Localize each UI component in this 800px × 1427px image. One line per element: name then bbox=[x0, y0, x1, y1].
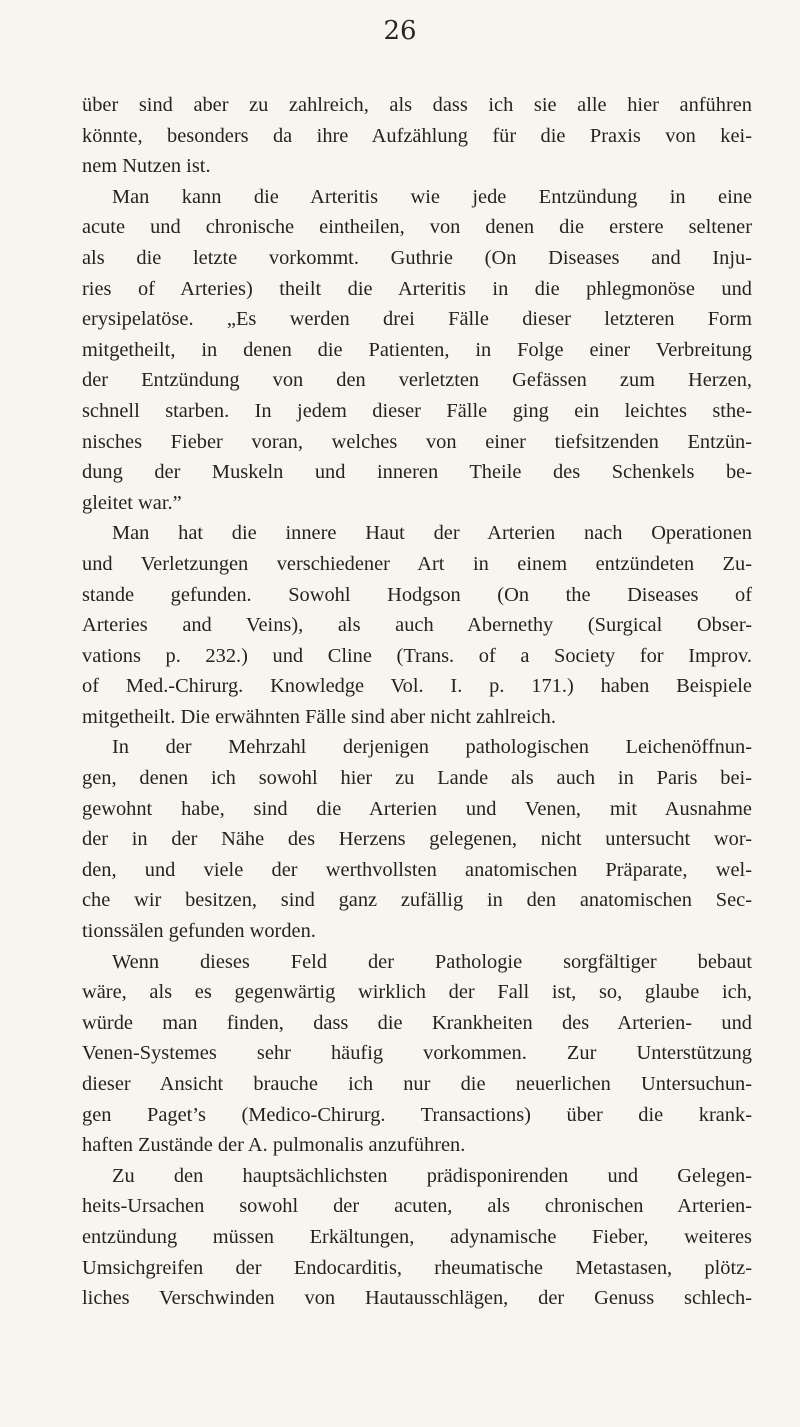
text-line: dieser Ansicht brauche ich nur die neuerlichen Untersuchun- bbox=[82, 1073, 752, 1095]
text-line: erysipelatöse. „Es werden drei Fälle dieser letzteren Form bbox=[82, 308, 752, 331]
text-line: wäre, als es gegenwärtig wirklich der Fall ist, so, glaube ich, bbox=[82, 981, 752, 1004]
text-line: und Verletzungen verschiedener Art in einem entzündeten Zu- bbox=[82, 552, 752, 575]
text-line: Man hat die innere Haut der Arterien nach Operationen bbox=[112, 522, 752, 545]
text-line: liches Verschwinden von Hautausschlägen, der Genuss schlech- bbox=[82, 1287, 752, 1310]
text-line: Wenn dieses Feld der Pathologie sorgfältiger bebaut bbox=[112, 950, 752, 973]
text-line: schnell starben. In jedem dieser Fälle ging ein leichtes sthe- bbox=[82, 399, 752, 422]
text-line: ries of Arteries) theilt die Arteritis in die phlegmonöse und bbox=[82, 277, 752, 300]
text-line: acute und chronische eintheilen, von denen die erstere seltener bbox=[82, 216, 752, 239]
text-line: nem Nutzen ist. bbox=[82, 155, 211, 178]
text-line: Venen-Systemes sehr häufig vorkommen. Zur Unterstützung bbox=[82, 1042, 752, 1065]
text-line: che wir besitzen, sind ganz zufällig in den anatomischen Sec- bbox=[82, 889, 752, 912]
text-line: In der Mehrzahl derjenigen pathologischen Leichenöffnun- bbox=[112, 736, 752, 759]
text-line: als die letzte vorkommt. Guthrie (On Diseases and Inju- bbox=[82, 246, 752, 269]
text-line: entzündung müssen Erkältungen, adynamische Fieber, weiteres bbox=[82, 1225, 752, 1248]
text-line: Arteries and Veins), als auch Abernethy (Surgical Obser- bbox=[82, 614, 752, 637]
text-line: der in der Nähe des Herzens gelegenen, nicht untersucht wor- bbox=[82, 828, 752, 851]
text-line: gen, denen ich sowohl hier zu Lande als auch in Paris bei- bbox=[82, 767, 752, 790]
text-line: Zu den hauptsächlichsten prädisponirenden und Gelegen- bbox=[112, 1164, 752, 1187]
text-line: mitgetheilt, in denen die Patienten, in Folge einer Verbreitung bbox=[82, 338, 752, 361]
text-line: gewohnt habe, sind die Arterien und Venen, mit Ausnahme bbox=[82, 797, 752, 820]
text-line: Umsichgreifen der Endocarditis, rheumatische Metastasen, plötz- bbox=[82, 1256, 752, 1279]
text-line: Man kann die Arteritis wie jede Entzündung in eine bbox=[112, 185, 752, 208]
text-line: heits-Ursachen sowohl der acuten, als chronischen Arterien- bbox=[82, 1195, 752, 1218]
text-line: über sind aber zu zahlreich, als dass ich sie alle hier anführen bbox=[82, 94, 752, 116]
text-line: den, und viele der werthvollsten anatomischen Präparate, wel- bbox=[82, 858, 752, 881]
body-text bbox=[82, 90, 752, 1314]
text-line: würde man finden, dass die Krankheiten des Arterien- und bbox=[82, 1011, 752, 1034]
text-line: gen Paget’s (Medico-Chirurg. Transactions) über die krank- bbox=[82, 1103, 752, 1126]
text-line: tionssälen gefunden worden. bbox=[82, 920, 316, 943]
text-line: nisches Fieber voran, welches von einer tiefsitzenden Entzün- bbox=[82, 430, 752, 453]
text-line: mitgetheilt. Die erwähnten Fälle sind aber nicht zahlreich. bbox=[82, 705, 556, 728]
text-line: of Med.-Chirurg. Knowledge Vol. I. p. 171.) haben Beispiele bbox=[82, 675, 752, 698]
page-number: 26 bbox=[383, 16, 417, 46]
text-line: gleitet war.” bbox=[82, 491, 182, 514]
text-line: könnte, besonders da ihre Aufzählung für die Praxis von kei- bbox=[82, 124, 752, 147]
text-line: der Entzündung von den verletzten Gefässen zum Herzen, bbox=[82, 369, 752, 392]
text-line: haften Zustände der A. pulmonalis anzuführen. bbox=[82, 1134, 466, 1157]
text-line: vations p. 232.) und Cline (Trans. of a Society for Improv. bbox=[82, 644, 752, 667]
text-line: stande gefunden. Sowohl Hodgson (On the Diseases of bbox=[82, 583, 752, 606]
text-line: dung der Muskeln und inneren Theile des Schenkels be- bbox=[82, 461, 752, 484]
